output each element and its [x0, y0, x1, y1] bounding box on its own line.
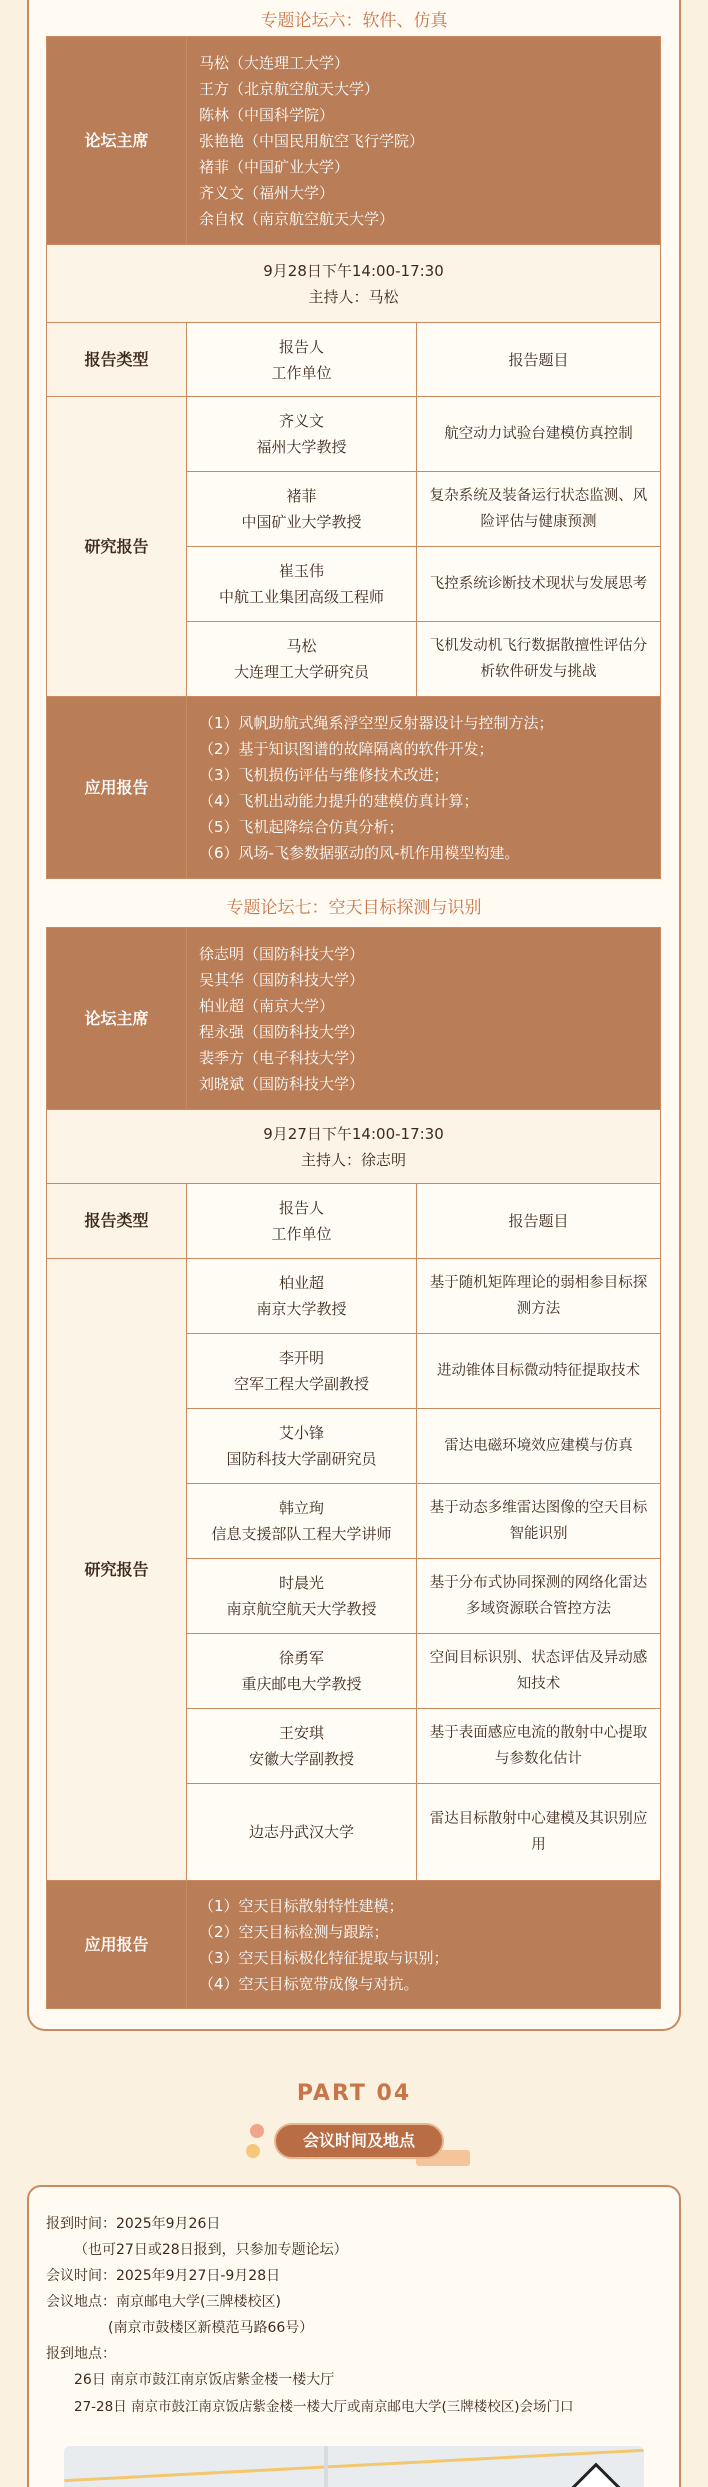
- report-title: 航空动力试验台建模仿真控制: [417, 397, 661, 472]
- chair-item: 裴季方（电子科技大学）: [199, 1048, 365, 1067]
- reporter-unit: 福州大学教授: [256, 438, 347, 456]
- apply-label: 应用报告: [47, 697, 187, 879]
- reporter-unit: 中航工业集团高级工程师: [218, 588, 384, 606]
- apply-item: （3）飞机损伤评估与维修技术改进；: [199, 765, 449, 784]
- section-badge: 会议时间及地点: [274, 2123, 444, 2159]
- reporter-name: 崔玉伟: [278, 562, 324, 580]
- forum7-chairs: [187, 928, 661, 1110]
- flower-icon: [246, 2144, 260, 2158]
- forum6-chairs: [187, 37, 661, 245]
- flower-icon: [250, 2124, 264, 2138]
- reporter-name: 柏业超: [278, 1274, 324, 1292]
- reporter-name: 韩立珣: [278, 1499, 324, 1517]
- map-road: [324, 2446, 328, 2487]
- part-heading: PART 04: [296, 2081, 412, 2106]
- reporter-name: 齐义文: [278, 412, 324, 430]
- reporter-cell: [187, 1709, 417, 1784]
- reporter-name: 李开明: [278, 1349, 324, 1367]
- forum7-table: [46, 927, 661, 2009]
- chair-item: 吴其华（国防科技大学）: [199, 970, 365, 989]
- report-title: 飞机发动机飞行数据散擅性评估分析软件研发与挑战: [417, 622, 661, 697]
- apply-item: （4）飞机出动能力提升的建模仿真计算；: [199, 791, 479, 810]
- chair-item: 张艳艳（中国民用航空飞行学院）: [199, 131, 425, 150]
- apply-item: （1）空天目标散射特性建模；: [199, 1896, 404, 1915]
- report-title: 雷达目标散射中心建模及其识别应用: [417, 1784, 661, 1881]
- session-host: 主持人：徐志明: [301, 1150, 407, 1169]
- register-place-day1: 26日 南京市鼓江南京饭店紫金楼一楼大厅: [74, 2372, 335, 2388]
- reporter-cell: [187, 622, 417, 697]
- report-title: 基于随机矩阵理论的弱相参目标探测方法: [417, 1259, 661, 1334]
- header-reporter: [187, 1184, 417, 1259]
- location-map[interactable]: [64, 2446, 644, 2487]
- chair-item: 陈林（中国科学院）: [199, 105, 335, 124]
- report-title: 空间目标识别、状态评估及异动感知技术: [417, 1634, 661, 1709]
- chair-item: 马松（大连理工大学）: [199, 53, 350, 72]
- register-place-day2: 27-28日 南京市鼓江南京饭店紫金楼一楼大厅或南京邮电大学(三牌楼校区)会场门口: [74, 2399, 574, 2415]
- chair-item: 齐义文（福州大学）: [199, 183, 335, 202]
- reporter-cell: [187, 1259, 417, 1334]
- reporter-cell: [187, 472, 417, 547]
- session-host: 主持人：马松: [308, 287, 399, 306]
- reporter-cell: [187, 1409, 417, 1484]
- report-title: 基于动态多维雷达图像的空天目标智能识别: [417, 1484, 661, 1559]
- report-title: 进动锥体目标微动特征提取技术: [417, 1334, 661, 1409]
- apply-item: （6）风场-飞参数据驱动的风-机作用模型构建。: [199, 843, 520, 862]
- research-label: 研究报告: [47, 1259, 187, 1881]
- reporter-unit: 大连理工大学研究员: [233, 663, 369, 681]
- forum6-time: [47, 245, 661, 323]
- header-title: 报告题目: [417, 323, 661, 397]
- apply-item: （2）空天目标检测与跟踪；: [199, 1922, 389, 1941]
- reporter-unit: 南京大学教授: [256, 1300, 347, 1318]
- reporter-name: 艾小锋: [278, 1424, 324, 1442]
- apply-item: （3）空天目标极化特征提取与识别；: [199, 1948, 449, 1967]
- header-type: 报告类型: [47, 323, 187, 397]
- reporter-name: 褚菲: [286, 487, 317, 505]
- header-title: 报告题目: [417, 1184, 661, 1259]
- reporter-unit: 安徽大学副教授: [248, 1750, 354, 1768]
- report-title: 基于分布式协同探测的网络化雷达多域资源联合管控方法: [417, 1559, 661, 1634]
- meeting-time: 会议时间：2025年9月27日-9月28日: [46, 2268, 281, 2284]
- forum7-chairs-label: 论坛主席: [47, 928, 187, 1110]
- reporter-cell: [187, 1559, 417, 1634]
- reporter-cell: [187, 1484, 417, 1559]
- chair-item: 余自权（南京航空航天大学）: [199, 209, 395, 228]
- register-place-label: 报到地点：: [46, 2346, 116, 2362]
- reporter-cell: [187, 547, 417, 622]
- chair-item: 柏业超（南京大学）: [199, 996, 335, 1015]
- meeting-address: (南京市鼓楼区新模范马路66号）: [108, 2320, 314, 2336]
- reporter-unit: 重庆邮电大学教授: [241, 1675, 362, 1693]
- apply-item: （2）基于知识图谱的故障隔离的软件开发；: [199, 739, 494, 758]
- reporter-unit: 南京航空航天大学教授: [226, 1600, 377, 1618]
- reporter-unit: 空军工程大学副教授: [233, 1375, 369, 1393]
- apply-list: [187, 697, 661, 879]
- header-reporter-label: 报告人: [278, 337, 324, 356]
- chair-item: 徐志明（国防科技大学）: [199, 944, 365, 963]
- reporter-cell: [187, 1634, 417, 1709]
- reporter-cell: [187, 1334, 417, 1409]
- chair-item: 王方（北京航空航天大学）: [199, 79, 380, 98]
- reporter-name: 王安琪: [278, 1724, 324, 1742]
- report-title: 复杂系统及装备运行状态监测、风险评估与健康预测: [417, 472, 661, 547]
- session-time: 9月28日下午14:00-17:30: [263, 261, 444, 280]
- reporter-cell: [187, 397, 417, 472]
- reporter-cell: [187, 1784, 417, 1881]
- report-title: 基于表面感应电流的散射中心提取与参数化估计: [417, 1709, 661, 1784]
- forum7-title: 专题论坛七：空天目标探测与识别: [226, 898, 482, 918]
- header-reporter-label: 报告人: [278, 1199, 324, 1217]
- chair-item: 刘晓斌（国防科技大学）: [199, 1074, 365, 1093]
- forum6-title: 专题论坛六：软件、仿真: [260, 11, 448, 31]
- forum6-table: [46, 36, 661, 879]
- apply-item: （4）空天目标宽带成像与对抗。: [199, 1974, 419, 1993]
- reporter-name: 马松: [286, 637, 317, 655]
- report-title: 飞控系统诊断技术现状与发展思考: [417, 547, 661, 622]
- forum6-chairs-label: 论坛主席: [47, 37, 187, 245]
- session-time: 9月27日下午14:00-17:30: [263, 1124, 444, 1143]
- meeting-place: 会议地点：南京邮电大学(三牌楼校区): [46, 2294, 281, 2310]
- apply-item: （1）风帆助航式绳系浮空型反射器设计与控制方法；: [199, 713, 554, 732]
- reporter-unit: 国防科技大学副研究员: [226, 1450, 377, 1468]
- register-note: （也可27日或28日报到，只参加专题论坛）: [74, 2242, 348, 2258]
- report-title: 雷达电磁环境效应建模与仿真: [417, 1409, 661, 1484]
- forum7-time: [47, 1110, 661, 1184]
- apply-item: （5）飞机起降综合仿真分析；: [199, 817, 404, 836]
- research-label: 研究报告: [47, 397, 187, 697]
- register-time: 报到时间：2025年9月26日: [46, 2216, 221, 2232]
- chair-item: 褚菲（中国矿业大学）: [199, 157, 350, 176]
- map-road: [64, 2449, 643, 2482]
- reporter-name: 边志丹武汉大学: [248, 1823, 354, 1841]
- reporter-unit: 信息支援部队工程大学讲师: [211, 1525, 392, 1543]
- header-unit-label: 工作单位: [271, 1225, 332, 1243]
- header-unit-label: 工作单位: [271, 363, 332, 382]
- reporter-unit: 中国矿业大学教授: [241, 513, 362, 531]
- reporter-name: 徐勇军: [278, 1649, 324, 1667]
- header-reporter: [187, 323, 417, 397]
- header-type: 报告类型: [47, 1184, 187, 1259]
- apply-label: 应用报告: [47, 1881, 187, 2009]
- reporter-name: 时晨光: [278, 1574, 324, 1592]
- chair-item: 程永强（国防科技大学）: [199, 1022, 365, 1041]
- apply-list: [187, 1881, 661, 2009]
